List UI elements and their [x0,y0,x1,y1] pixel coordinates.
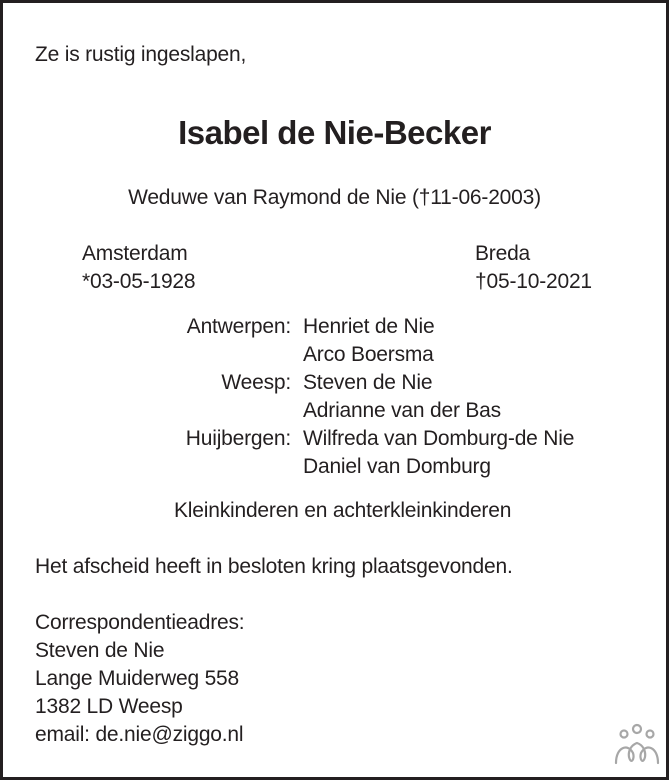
grandchildren-line: Kleinkinderen en achterkleinkinderen [174,499,512,522]
family-place-antwerpen: Antwerpen: [186,315,291,338]
opening-line: Ze is rustig ingeslapen, [35,43,247,66]
correspondence-name: Steven de Nie [35,639,165,662]
farewell-line: Het afscheid heeft in besloten kring plaatsgevonden. [35,555,513,578]
birth-place: Amsterdam [82,242,188,265]
widow-line: Weduwe van Raymond de Nie (†11-06-2003) [128,186,541,209]
family-icon [613,723,661,767]
family-name: Wilfreda van Domburg-de Nie [303,427,575,450]
death-date: †05-10-2021 [475,270,592,293]
correspondence-street: Lange Muiderweg 558 [35,667,240,690]
family-name: Daniel van Domburg [303,455,491,478]
family-name: Adrianne van der Bas [303,399,501,422]
correspondence-label: Correspondentieadres: [35,611,245,634]
birth-date: *03-05-1928 [82,270,196,293]
correspondence-email: email: de.nie@ziggo.nl [35,723,244,746]
family-place-huijbergen: Huijbergen: [185,427,291,450]
family-place-weesp: Weesp: [221,371,291,394]
deceased-name: Isabel de Nie-Becker [178,114,491,151]
family-name: Henriet de Nie [303,315,435,338]
correspondence-city: 1382 LD Weesp [35,695,183,718]
family-name: Steven de Nie [303,371,433,394]
family-name: Arco Boersma [303,343,434,366]
death-place: Breda [475,242,531,265]
